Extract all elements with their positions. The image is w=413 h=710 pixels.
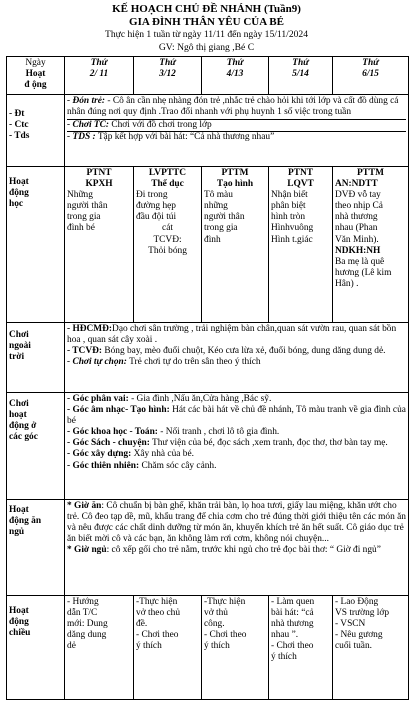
- afternoon-cell-tue: -Thực hiện vở theo chủ đề. - Chơi theo ý thích: [134, 596, 202, 700]
- choi-tc-block: - Chơi TC: Chơi với đồ chơi trong lớp: [67, 120, 406, 132]
- day-header-mon: Thứ 2/ 11: [65, 57, 134, 95]
- outdoor-row: [7, 323, 409, 393]
- learning-cell-tue: LVPTTC Thể dục Đi trong đường hẹp đầu đội túi cát TCVĐ: Thỏi bóng: [134, 167, 202, 323]
- corners-row: [7, 393, 409, 500]
- corners-content-cell: [65, 393, 409, 500]
- tds-block: - TDS : Tập kết hợp với bài hát: “Cả nhà thương nhau”: [67, 132, 275, 143]
- afternoon-label-cell: Hoạt động chiều: [7, 596, 65, 700]
- welcome-content-cell: [65, 95, 409, 167]
- plan-title: KẾ HOẠCH CHỦ ĐỀ NHÁNH (Tuần9): [112, 3, 301, 15]
- corner-cell: Ngày Hoạt đ ộng: [7, 57, 65, 95]
- outdoor-content-cell: [65, 323, 409, 393]
- plan-teacher: GV: Ngô thị giang ,Bé C: [158, 42, 255, 53]
- outdoor-label-cell: Chơi ngoài trời: [7, 323, 65, 393]
- corner-item: - Góc khoa học - Toán: - Nối tranh , chơi lô tô gia đình.: [67, 427, 280, 438]
- learning-cell-fri: PTTM AN:NDTT DVĐ vỗ tay theo nhịp Cả nhà thương nhau (Phan Văn Minh). NDKH:NH Ba mẹ là quê hương (Lê kim Hân) .: [333, 167, 409, 323]
- welcome-label-cell: - Đt - Ctc - Tds: [7, 95, 65, 167]
- day-header-tue: Thứ 3/12: [134, 57, 202, 95]
- day-header-fri: Thứ 6/15: [333, 57, 409, 95]
- meal-row: [7, 500, 409, 596]
- gio-an-block: * Giờ ăn: Cô chuẩn bị bàn ghế, khăn trải bàn, lọ hoa tươi, giấy lau miệng, khăn ướt cho trẻ. Cô đeo tạp dề, mũ, khẩu trang để chia cơm cho trẻ đúng thời giới thiệu tên các món ăn và nêu được các chất dinh dưỡng từ món ăn, khuyến khích trẻ ăn hết suất. Cô giáo dục trẻ ăn biết mời cô và các bạn, ăn không làm rơi cơm, không nói chuyện...: [67, 501, 406, 545]
- meal-label-cell: Hoạt động ăn ngủ: [7, 500, 65, 596]
- learning-label-cell: Hoạt động học: [7, 167, 65, 323]
- weekly-plan-table: [6, 56, 409, 700]
- corner-item: - Góc âm nhạc- Tạo hình: Hát các bài hát về chủ đề nhánh, Tô màu tranh về gia đình của bé: [67, 405, 406, 427]
- learning-cell-wed: PTTM Tạo hình Tô màu những người thân trong gia đình: [202, 167, 269, 323]
- afternoon-cell-thu: - Làm quen bài hát: “cả nhà thương nhau ”. - Chơi theo ý thích: [269, 596, 333, 700]
- learning-row: [7, 167, 409, 323]
- learning-cell-mon: PTNT KPXH Những người thân trong gia đình bé: [65, 167, 134, 323]
- learning-cell-thu: PTNT LQVT Nhận biết phân biệt hình tròn Hìnhvuông Hình t.giác: [269, 167, 333, 323]
- corner-item: - Góc Sách - chuyện: Thư viện của bé, đọc sách ,xem tranh, đọc thơ, thơ bàn tay mẹ.: [67, 438, 388, 449]
- day-header-wed: Thứ 4/13: [202, 57, 269, 95]
- welcome-row: [7, 95, 409, 167]
- afternoon-row: [7, 596, 409, 700]
- corner-item: - Góc xây dựng: Xây nhà của bé.: [67, 449, 194, 460]
- afternoon-cell-fri: - Lao Động VS trường lớp - VSCN - Nêu gương cuối tuần.: [333, 596, 409, 700]
- header-row: [7, 57, 409, 95]
- plan-period: Thực hiện 1 tuần từ ngày 11/11 đến ngày 15/11/2024: [104, 29, 309, 40]
- choi-tu-chon-block: - Chơi tự chọn: Trẻ chơi tự do trên sân theo ý thích: [67, 357, 261, 368]
- afternoon-cell-mon: - Hướng dẫn T/C mới: Dung dăng dung dẻ: [65, 596, 134, 700]
- corner-item: - Góc phân vai: - Gia đình ,Nấu ăn,Cửa hàng ,Bác sỹ.: [67, 394, 272, 404]
- corner-item: - Góc thiên nhiên: Chăm sóc cây cảnh.: [67, 460, 217, 471]
- don-tre-block: - Đón trẻ: - Cô ân cần nhẹ nhàng đón trẻ ,nhắc trẻ chào hỏi khi tới lớp và cất đồ dùng cá nhân đúng nơi quy định .Trao đổi nhanh với phụ huynh 1 số việc trong tuần: [67, 96, 406, 120]
- gio-ngu-block: * Giờ ngủ: cô xếp gối cho trẻ nằm, trước khi ngủ cho trẻ đọc bài thơ: “ Giờ đi ngủ”: [67, 545, 381, 556]
- plan-subtitle: GIA ĐÌNH THÂN YÊU CỦA BÉ: [129, 16, 284, 28]
- meal-content-cell: [65, 500, 409, 596]
- tcvd-block: - TCVĐ: Bóng bay, mèo đuổi chuột, Kéo cưa lừa xẻ, đuổi bóng, dung dăng dung dẻ.: [67, 346, 386, 357]
- hdcmd-block: - HĐCMĐ:Dạo chơi sân trường , trải nghiệm bàn chân,quan sát vườn rau, quan sát bồn hoa , quan sát cây xoài .: [67, 324, 397, 346]
- corners-label-cell: Chơi hoạt động ở các góc: [7, 393, 65, 500]
- afternoon-cell-wed: -Thực hiện vở thủ công. - Chơi theo ý thích: [202, 596, 269, 700]
- day-header-thu: Thứ 5/14: [269, 57, 333, 95]
